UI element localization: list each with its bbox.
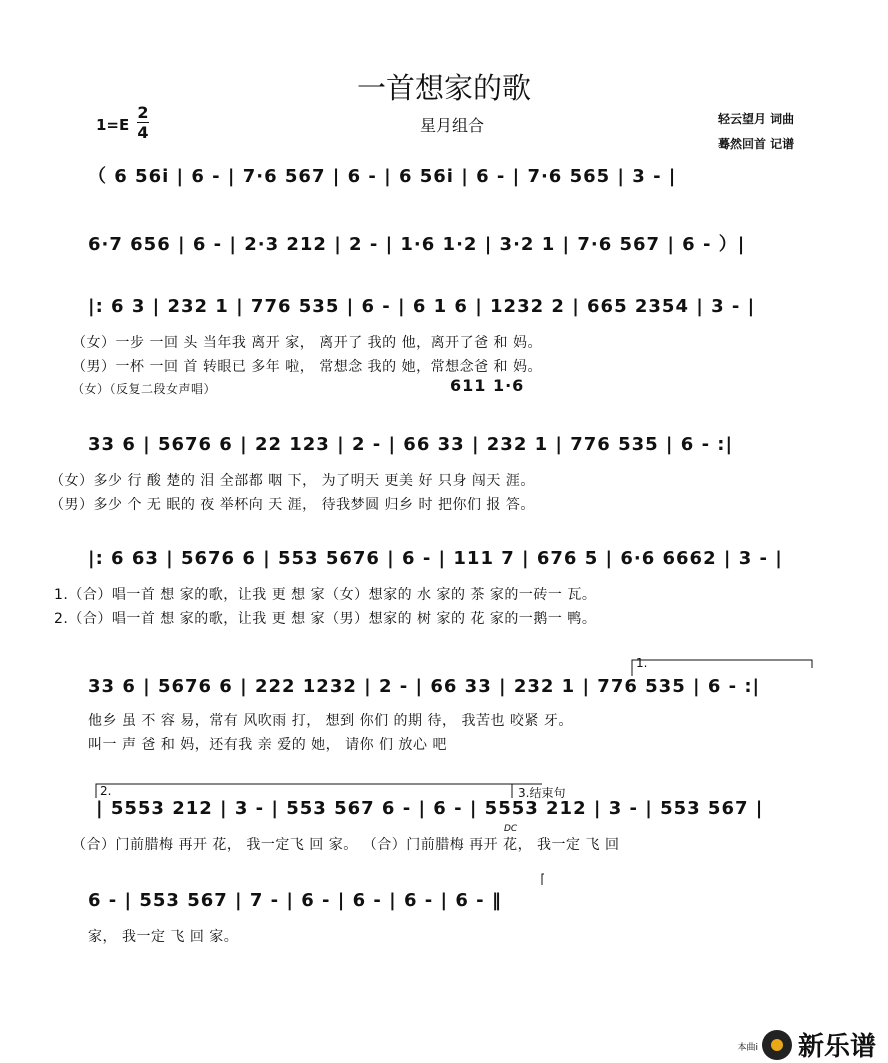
song-title: 一首想家的歌 bbox=[356, 71, 531, 105]
singer-name: 星月组合 bbox=[420, 116, 485, 135]
volta-3-bracket bbox=[512, 784, 542, 798]
alt-notes: 611 1·6 bbox=[450, 376, 525, 395]
lyric-line: （女）（反复二段女声唱） bbox=[72, 382, 217, 396]
lyric-line: 他乡 虽 不 容 易，常有 风吹雨 打， 想到 你们 的期 待， 我苦也 咬紧 牙。 bbox=[88, 713, 573, 729]
lyric-line: （男）多少 个 无 眠的 夜 举杯向 天 涯， 待我梦圆 归乡 时 把你们 报 答。 bbox=[50, 497, 535, 513]
lyric-line: 1.（合）唱一首 想 家的歌，让我 更 想 家（女）想家的 水 家的 茶 家的一砖一 瓦。 bbox=[54, 587, 597, 603]
volta-1-label: 1. bbox=[636, 656, 648, 670]
credit-lyrics-music: 轻云望月 词曲 bbox=[718, 112, 795, 126]
notes-line: 33 6 | 5676 6 | 22 123 | 2 - | 66 33 | 232 1 | 776 535 | 6 - :| bbox=[88, 434, 734, 455]
ending-3-label: 3.结束句 bbox=[518, 786, 566, 800]
notes-line: 33 6 | 5676 6 | 222 1232 | 2 - | 66 33 | 232 1 | 776 535 | 6 - :| bbox=[88, 676, 761, 697]
brand-logo bbox=[762, 1026, 876, 1063]
lyric-line: （女）一步 一回 头 当年我 离开 家， 离开了 我的 他，离开了爸 和 妈。 bbox=[72, 335, 543, 351]
volta-2-label: 2. bbox=[100, 784, 112, 798]
time-signature: 2 4 bbox=[137, 103, 149, 142]
watermark-text: 本曲i bbox=[737, 1043, 758, 1053]
notes-line: |: 6 63 | 5676 6 | 553 5676 | 6 - | 111 7 | 676 5 | 6·6 6662 | 3 - | bbox=[88, 548, 783, 569]
notes-line: 6·7 656 | 6 - | 2·3 212 | 2 - | 1·6 1·2 | 3·2 1 | 7·6 567 | 6 - ）| bbox=[88, 234, 746, 255]
lyric-line: （女）多少 行 酸 楚的 泪 全部都 咽 下， 为了明天 更美 好 只身 闯天 涯。 bbox=[50, 473, 535, 489]
end-bracket bbox=[542, 874, 544, 885]
lyric-line: 家， 我一定 飞 回 家。 bbox=[88, 929, 239, 945]
brand-name: 新乐谱 bbox=[797, 1032, 876, 1062]
notes-line: |: 6 3 | 232 1 | 776 535 | 6 - | 6 1 6 | 1232 2 | 665 2354 | 3 - | bbox=[88, 296, 756, 317]
dc-mark: DC bbox=[504, 824, 518, 834]
lyric-line: 叫一 声 爸 和 妈，还有我 亲 爱的 她， 请你 们 放心 吧 bbox=[88, 737, 447, 753]
volta-2-bracket bbox=[96, 784, 512, 798]
volta-1-bracket bbox=[632, 660, 812, 676]
lyric-line: 2.（合）唱一首 想 家的歌，让我 更 想 家（男）想家的 树 家的 花 家的一鹅一 鸭。 bbox=[54, 611, 597, 627]
lyric-line: （合）门前腊梅 再开 花， 我一定飞 回 家。 （合）门前腊梅 再开 花， 我一定 飞 回 bbox=[72, 837, 620, 853]
credit-transcriber: 蓦然回首 记谱 bbox=[718, 137, 795, 151]
key-signature: 1=E bbox=[96, 116, 130, 134]
notes-line: 6 - | 553 567 | 7 - | 6 - | 6 - | 6 - | 6 - ‖ bbox=[88, 890, 502, 911]
notes-line: | 5553 212 | 3 - | 553 567 6 - | 6 - | 5553 212 | 3 - | 553 567 | bbox=[96, 798, 764, 819]
vinyl-record-icon bbox=[762, 1030, 792, 1060]
lyric-line: （男）一杯 一回 首 转眼已 多年 啦， 常想念 我的 她，常想念爸 和 妈。 bbox=[72, 359, 543, 375]
notes-line: （ 6 56i | 6 - | 7·6 567 | 6 - | 6 56i | 6 - | 7·6 565 | 3 - | bbox=[88, 166, 677, 187]
